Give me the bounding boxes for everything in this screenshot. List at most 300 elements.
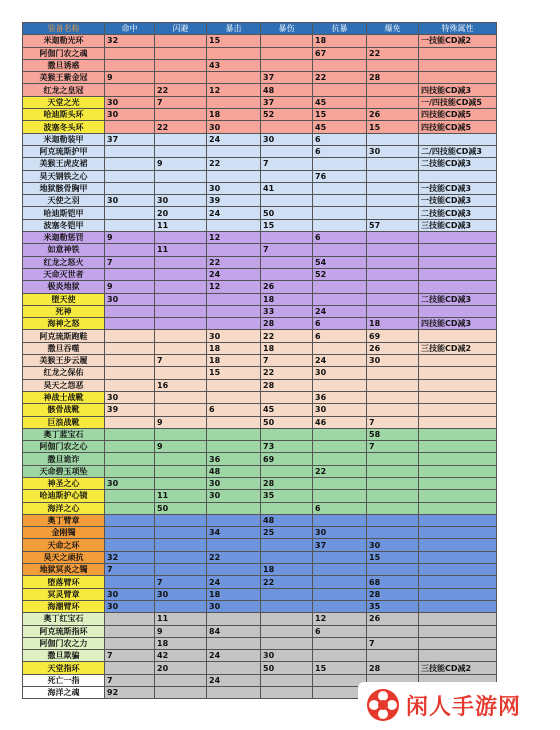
cell-crit bbox=[207, 391, 261, 403]
cell-crit: 18 bbox=[207, 588, 261, 600]
cell-dodge bbox=[155, 268, 207, 280]
cell-crit-resist: 36 bbox=[313, 391, 367, 403]
cell-crit-immune: 7 bbox=[367, 441, 419, 453]
cell-crit: 24 bbox=[207, 576, 261, 588]
cell-crit-immune: 57 bbox=[367, 219, 419, 231]
cell-hit bbox=[105, 613, 155, 625]
cell-crit-damage bbox=[261, 59, 313, 71]
cell-crit-immune: 26 bbox=[367, 342, 419, 354]
table-row bbox=[23, 613, 497, 625]
header-cell-dodge: 闪避 bbox=[155, 23, 207, 35]
cell-crit bbox=[207, 170, 261, 182]
table-row bbox=[23, 268, 497, 280]
cell-crit: 39 bbox=[207, 195, 261, 207]
cell-special: 三技能CD减3 bbox=[419, 219, 497, 231]
cell-hit: 32 bbox=[105, 35, 155, 47]
cell-crit-damage bbox=[261, 502, 313, 514]
table-row bbox=[23, 490, 497, 502]
cell-crit-damage: 7 bbox=[261, 244, 313, 256]
cell-name: 撒旦诱惑 bbox=[23, 59, 105, 71]
cell-crit-immune bbox=[367, 232, 419, 244]
cell-crit bbox=[207, 244, 261, 256]
table-row bbox=[23, 84, 497, 96]
cell-dodge bbox=[155, 367, 207, 379]
table-row bbox=[23, 170, 497, 182]
cell-hit bbox=[105, 59, 155, 71]
table-row bbox=[23, 564, 497, 576]
cell-crit: 48 bbox=[207, 465, 261, 477]
cell-dodge bbox=[155, 465, 207, 477]
cell-special: 四技能CD减3 bbox=[419, 318, 497, 330]
cell-crit-immune bbox=[367, 367, 419, 379]
cell-hit bbox=[105, 330, 155, 342]
cell-crit-immune bbox=[367, 244, 419, 256]
table-row bbox=[23, 662, 497, 674]
cell-crit-damage: 22 bbox=[261, 330, 313, 342]
cell-hit: 30 bbox=[105, 96, 155, 108]
cell-hit: 7 bbox=[105, 256, 155, 268]
cell-crit-immune bbox=[367, 170, 419, 182]
cell-crit-damage: 48 bbox=[261, 514, 313, 526]
table-row bbox=[23, 576, 497, 588]
cell-crit-damage bbox=[261, 588, 313, 600]
cell-dodge bbox=[155, 453, 207, 465]
cell-crit bbox=[207, 318, 261, 330]
cell-name: 美猴王步云履 bbox=[23, 355, 105, 367]
cell-special bbox=[419, 305, 497, 317]
table-row bbox=[23, 453, 497, 465]
cell-dodge bbox=[155, 564, 207, 576]
cell-crit-damage bbox=[261, 600, 313, 612]
cell-name: 奥丁红宝石 bbox=[23, 613, 105, 625]
table-row bbox=[23, 391, 497, 403]
cell-crit-resist bbox=[313, 576, 367, 588]
cell-special bbox=[419, 490, 497, 502]
cell-crit: 18 bbox=[207, 109, 261, 121]
cell-dodge bbox=[155, 514, 207, 526]
cell-dodge bbox=[155, 232, 207, 244]
cell-crit-damage: 69 bbox=[261, 453, 313, 465]
cell-crit: 22 bbox=[207, 551, 261, 563]
cell-hit bbox=[105, 527, 155, 539]
cell-crit-damage bbox=[261, 195, 313, 207]
cell-crit-resist: 30 bbox=[313, 404, 367, 416]
cell-crit-immune bbox=[367, 158, 419, 170]
cell-crit-resist bbox=[313, 453, 367, 465]
cell-special bbox=[419, 355, 497, 367]
cell-crit-resist bbox=[313, 84, 367, 96]
cell-crit-damage: 73 bbox=[261, 441, 313, 453]
cell-special bbox=[419, 170, 497, 182]
cell-special bbox=[419, 281, 497, 293]
cell-name: 米迦勒光环 bbox=[23, 35, 105, 47]
cell-crit-immune bbox=[367, 84, 419, 96]
cell-crit-immune: 28 bbox=[367, 662, 419, 674]
cell-crit: 24 bbox=[207, 674, 261, 686]
cell-crit-damage bbox=[261, 145, 313, 157]
cell-name: 波塞冬头环 bbox=[23, 121, 105, 133]
cell-crit-immune bbox=[367, 391, 419, 403]
cell-name: 阿伽门农之力 bbox=[23, 637, 105, 649]
cell-crit-resist: 30 bbox=[313, 527, 367, 539]
cell-name: 米迦勒惩罚 bbox=[23, 232, 105, 244]
cell-crit-resist: 6 bbox=[313, 625, 367, 637]
cell-crit-damage bbox=[261, 613, 313, 625]
cell-crit: 12 bbox=[207, 232, 261, 244]
cell-dodge bbox=[155, 256, 207, 268]
table-row bbox=[23, 367, 497, 379]
cell-special: 三技能CD减2 bbox=[419, 342, 497, 354]
cell-crit: 24 bbox=[207, 207, 261, 219]
cell-special bbox=[419, 244, 497, 256]
cell-crit-immune: 30 bbox=[367, 145, 419, 157]
cell-crit bbox=[207, 145, 261, 157]
cell-dodge: 16 bbox=[155, 379, 207, 391]
watermark-text: 闲人手游网 bbox=[406, 694, 522, 720]
table-row bbox=[23, 232, 497, 244]
cell-crit bbox=[207, 305, 261, 317]
cell-crit-immune: 7 bbox=[367, 637, 419, 649]
cell-crit: 30 bbox=[207, 600, 261, 612]
table-row bbox=[23, 514, 497, 526]
cell-dodge bbox=[155, 305, 207, 317]
cell-dodge bbox=[155, 145, 207, 157]
cell-dodge: 42 bbox=[155, 650, 207, 662]
cell-crit-immune: 30 bbox=[367, 539, 419, 551]
cell-crit-resist bbox=[313, 244, 367, 256]
header-cell-crit: 暴击 bbox=[207, 23, 261, 35]
table-row bbox=[23, 96, 497, 108]
cell-name: 极炎地狱 bbox=[23, 281, 105, 293]
cell-hit bbox=[105, 219, 155, 231]
cell-crit-immune bbox=[367, 625, 419, 637]
cell-crit-damage: 35 bbox=[261, 490, 313, 502]
cell-crit-immune bbox=[367, 527, 419, 539]
table-row bbox=[23, 244, 497, 256]
cell-crit-damage: 52 bbox=[261, 109, 313, 121]
cell-name: 天堂之光 bbox=[23, 96, 105, 108]
cell-special: 一技能CD减3 bbox=[419, 195, 497, 207]
cell-crit-immune: 15 bbox=[367, 551, 419, 563]
cell-name: 海洋之魂 bbox=[23, 687, 105, 699]
cell-crit-resist bbox=[313, 158, 367, 170]
cell-name: 撒旦诡诈 bbox=[23, 453, 105, 465]
cell-dodge bbox=[155, 182, 207, 194]
cell-crit-immune: 18 bbox=[367, 318, 419, 330]
cell-special bbox=[419, 367, 497, 379]
cell-dodge: 11 bbox=[155, 613, 207, 625]
cell-crit-immune: 35 bbox=[367, 600, 419, 612]
cell-special bbox=[419, 133, 497, 145]
cell-crit bbox=[207, 637, 261, 649]
cell-hit bbox=[105, 182, 155, 194]
cell-hit: 9 bbox=[105, 232, 155, 244]
cell-special bbox=[419, 416, 497, 428]
table-row bbox=[23, 625, 497, 637]
cell-crit-immune: 28 bbox=[367, 588, 419, 600]
cell-crit-resist: 24 bbox=[313, 305, 367, 317]
cell-crit-resist: 6 bbox=[313, 133, 367, 145]
cell-special bbox=[419, 268, 497, 280]
cell-crit: 18 bbox=[207, 342, 261, 354]
cell-crit-resist bbox=[313, 551, 367, 563]
cell-hit: 7 bbox=[105, 650, 155, 662]
cell-crit: 24 bbox=[207, 650, 261, 662]
cell-special: 一技能CD减3 bbox=[419, 182, 497, 194]
cell-crit-damage: 37 bbox=[261, 96, 313, 108]
cell-hit bbox=[105, 47, 155, 59]
cell-crit-immune bbox=[367, 564, 419, 576]
cell-crit-damage: 48 bbox=[261, 84, 313, 96]
cell-crit: 24 bbox=[207, 268, 261, 280]
cell-special bbox=[419, 404, 497, 416]
cell-crit-resist bbox=[313, 379, 367, 391]
cell-crit bbox=[207, 687, 261, 699]
cell-hit bbox=[105, 428, 155, 440]
cell-special bbox=[419, 600, 497, 612]
table-row bbox=[23, 59, 497, 71]
cell-name: 堕天使 bbox=[23, 293, 105, 305]
cell-name: 巨浪战靴 bbox=[23, 416, 105, 428]
header-cell-crit-damage: 暴伤 bbox=[261, 23, 313, 35]
cell-special bbox=[419, 59, 497, 71]
cell-crit-immune bbox=[367, 293, 419, 305]
cell-crit-resist bbox=[313, 600, 367, 612]
cell-name: 红龙之保佑 bbox=[23, 367, 105, 379]
cell-crit-resist: 76 bbox=[313, 170, 367, 182]
cell-crit-resist: 46 bbox=[313, 416, 367, 428]
cell-name: 红龙之怒火 bbox=[23, 256, 105, 268]
cell-special bbox=[419, 576, 497, 588]
cell-dodge: 9 bbox=[155, 416, 207, 428]
cell-crit: 30 bbox=[207, 182, 261, 194]
cell-crit-immune bbox=[367, 182, 419, 194]
cell-name: 死亡一指 bbox=[23, 674, 105, 686]
cell-name: 海潮臂环 bbox=[23, 600, 105, 612]
cell-crit-resist: 18 bbox=[313, 35, 367, 47]
cell-hit bbox=[105, 637, 155, 649]
cell-dodge: 50 bbox=[155, 502, 207, 514]
cell-special bbox=[419, 637, 497, 649]
cell-dodge: 30 bbox=[155, 588, 207, 600]
cell-crit-resist bbox=[313, 564, 367, 576]
cell-name: 天命灭世者 bbox=[23, 268, 105, 280]
cell-crit-damage: 41 bbox=[261, 182, 313, 194]
cell-crit-damage bbox=[261, 428, 313, 440]
cell-name: 昊天钢铁之心 bbox=[23, 170, 105, 182]
cell-crit-damage: 25 bbox=[261, 527, 313, 539]
table-row bbox=[23, 465, 497, 477]
cell-special: 四技能CD减5 bbox=[419, 109, 497, 121]
table-row bbox=[23, 182, 497, 194]
cell-name: 奥丁臂章 bbox=[23, 514, 105, 526]
cell-dodge bbox=[155, 318, 207, 330]
cell-crit: 30 bbox=[207, 477, 261, 489]
cell-hit: 30 bbox=[105, 600, 155, 612]
cell-special: 四技能CD减5 bbox=[419, 121, 497, 133]
cell-name: 昊天之顽抗 bbox=[23, 551, 105, 563]
table-row bbox=[23, 318, 497, 330]
cell-crit-damage: 30 bbox=[261, 133, 313, 145]
cell-crit-resist bbox=[313, 342, 367, 354]
cell-crit-resist: 6 bbox=[313, 145, 367, 157]
cell-crit-damage bbox=[261, 465, 313, 477]
cell-crit-damage bbox=[261, 256, 313, 268]
cell-dodge bbox=[155, 391, 207, 403]
cell-crit: 30 bbox=[207, 121, 261, 133]
cell-crit-resist bbox=[313, 281, 367, 293]
header-cell-hit: 命中 bbox=[105, 23, 155, 35]
cell-name: 美猴王虎皮裙 bbox=[23, 158, 105, 170]
cell-crit-resist bbox=[313, 59, 367, 71]
cell-crit-damage bbox=[261, 391, 313, 403]
cell-hit bbox=[105, 514, 155, 526]
cell-name: 海神之怒 bbox=[23, 318, 105, 330]
cell-crit-immune bbox=[367, 268, 419, 280]
cell-crit-damage: 50 bbox=[261, 207, 313, 219]
cell-crit-immune: 26 bbox=[367, 613, 419, 625]
table-row bbox=[23, 551, 497, 563]
cell-dodge: 30 bbox=[155, 195, 207, 207]
cell-crit-damage bbox=[261, 35, 313, 47]
table-row bbox=[23, 539, 497, 551]
cell-dodge: 7 bbox=[155, 576, 207, 588]
cell-crit-damage: 28 bbox=[261, 379, 313, 391]
cell-hit bbox=[105, 576, 155, 588]
table-row bbox=[23, 109, 497, 121]
cell-hit bbox=[105, 539, 155, 551]
cell-crit: 36 bbox=[207, 453, 261, 465]
cell-crit-damage bbox=[261, 625, 313, 637]
cell-crit-resist bbox=[313, 195, 367, 207]
cell-special bbox=[419, 330, 497, 342]
cell-crit-damage: 37 bbox=[261, 72, 313, 84]
cell-crit-resist: 6 bbox=[313, 502, 367, 514]
cell-crit bbox=[207, 502, 261, 514]
cell-hit bbox=[105, 170, 155, 182]
cell-name: 阿克琉斯护甲 bbox=[23, 145, 105, 157]
cell-dodge: 20 bbox=[155, 662, 207, 674]
cell-crit-immune bbox=[367, 207, 419, 219]
cell-name: 金刚镯 bbox=[23, 527, 105, 539]
table-row bbox=[23, 588, 497, 600]
table-row bbox=[23, 207, 497, 219]
cell-crit bbox=[207, 613, 261, 625]
cell-dodge: 9 bbox=[155, 158, 207, 170]
cell-dodge: 18 bbox=[155, 637, 207, 649]
cell-special bbox=[419, 477, 497, 489]
cell-hit bbox=[105, 158, 155, 170]
cell-hit: 30 bbox=[105, 195, 155, 207]
cell-crit-resist: 52 bbox=[313, 268, 367, 280]
cell-crit-damage bbox=[261, 687, 313, 699]
cell-crit-immune bbox=[367, 453, 419, 465]
site-watermark bbox=[358, 682, 546, 728]
cell-dodge bbox=[155, 404, 207, 416]
table-row bbox=[23, 379, 497, 391]
table-row bbox=[23, 305, 497, 317]
cell-crit-immune bbox=[367, 133, 419, 145]
cell-special bbox=[419, 47, 497, 59]
cell-crit-damage bbox=[261, 232, 313, 244]
cell-crit: 15 bbox=[207, 367, 261, 379]
cell-special bbox=[419, 625, 497, 637]
table-row bbox=[23, 600, 497, 612]
cell-special bbox=[419, 428, 497, 440]
cell-hit: 30 bbox=[105, 588, 155, 600]
cell-crit-immune bbox=[367, 59, 419, 71]
cell-special: 四技能CD减3 bbox=[419, 84, 497, 96]
cell-crit-damage bbox=[261, 674, 313, 686]
cell-crit-resist bbox=[313, 490, 367, 502]
cell-crit-resist: 37 bbox=[313, 539, 367, 551]
cell-name: 撒旦吞噬 bbox=[23, 342, 105, 354]
cell-crit-immune bbox=[367, 465, 419, 477]
cell-crit-damage bbox=[261, 47, 313, 59]
cell-crit-immune bbox=[367, 256, 419, 268]
cell-crit-damage bbox=[261, 170, 313, 182]
cell-special bbox=[419, 391, 497, 403]
cell-crit-damage bbox=[261, 539, 313, 551]
cell-special: 一技能CD减2 bbox=[419, 35, 497, 47]
cell-dodge: 20 bbox=[155, 207, 207, 219]
cell-crit-immune bbox=[367, 281, 419, 293]
cell-crit: 43 bbox=[207, 59, 261, 71]
table-row bbox=[23, 342, 497, 354]
cell-special: 二/四技能CD减3 bbox=[419, 145, 497, 157]
cell-hit: 9 bbox=[105, 281, 155, 293]
cell-name: 阿克琉斯指环 bbox=[23, 625, 105, 637]
cell-crit-immune bbox=[367, 379, 419, 391]
cell-crit bbox=[207, 514, 261, 526]
cell-crit-damage: 50 bbox=[261, 416, 313, 428]
cell-name: 哈迪斯铠甲 bbox=[23, 207, 105, 219]
cell-crit-resist bbox=[313, 441, 367, 453]
cell-special: 二技能CD减3 bbox=[419, 158, 497, 170]
cell-hit bbox=[105, 416, 155, 428]
cell-name: 阿克琉斯跑鞋 bbox=[23, 330, 105, 342]
table-row bbox=[23, 256, 497, 268]
cell-hit bbox=[105, 318, 155, 330]
cell-dodge bbox=[155, 330, 207, 342]
cell-special bbox=[419, 441, 497, 453]
cell-name: 天命之环 bbox=[23, 539, 105, 551]
cell-crit-resist bbox=[313, 182, 367, 194]
cell-special bbox=[419, 232, 497, 244]
cell-crit: 15 bbox=[207, 35, 261, 47]
cell-hit: 39 bbox=[105, 404, 155, 416]
table-row bbox=[23, 281, 497, 293]
cell-crit: 6 bbox=[207, 404, 261, 416]
cell-hit bbox=[105, 465, 155, 477]
cell-name: 神战士战靴 bbox=[23, 391, 105, 403]
cell-crit-immune: 58 bbox=[367, 428, 419, 440]
table-row bbox=[23, 293, 497, 305]
cell-special bbox=[419, 539, 497, 551]
cell-hit bbox=[105, 84, 155, 96]
cell-dodge bbox=[155, 539, 207, 551]
cell-dodge bbox=[155, 35, 207, 47]
cell-hit bbox=[105, 207, 155, 219]
cell-special bbox=[419, 588, 497, 600]
cell-dodge bbox=[155, 133, 207, 145]
cell-crit-immune: 30 bbox=[367, 355, 419, 367]
header-cell-crit-immune: 爆免 bbox=[367, 23, 419, 35]
cell-name: 地狱骸骨胸甲 bbox=[23, 182, 105, 194]
cell-crit-damage: 22 bbox=[261, 576, 313, 588]
cell-special: 二技能CD减3 bbox=[419, 293, 497, 305]
cell-name: 哈迪斯头环 bbox=[23, 109, 105, 121]
